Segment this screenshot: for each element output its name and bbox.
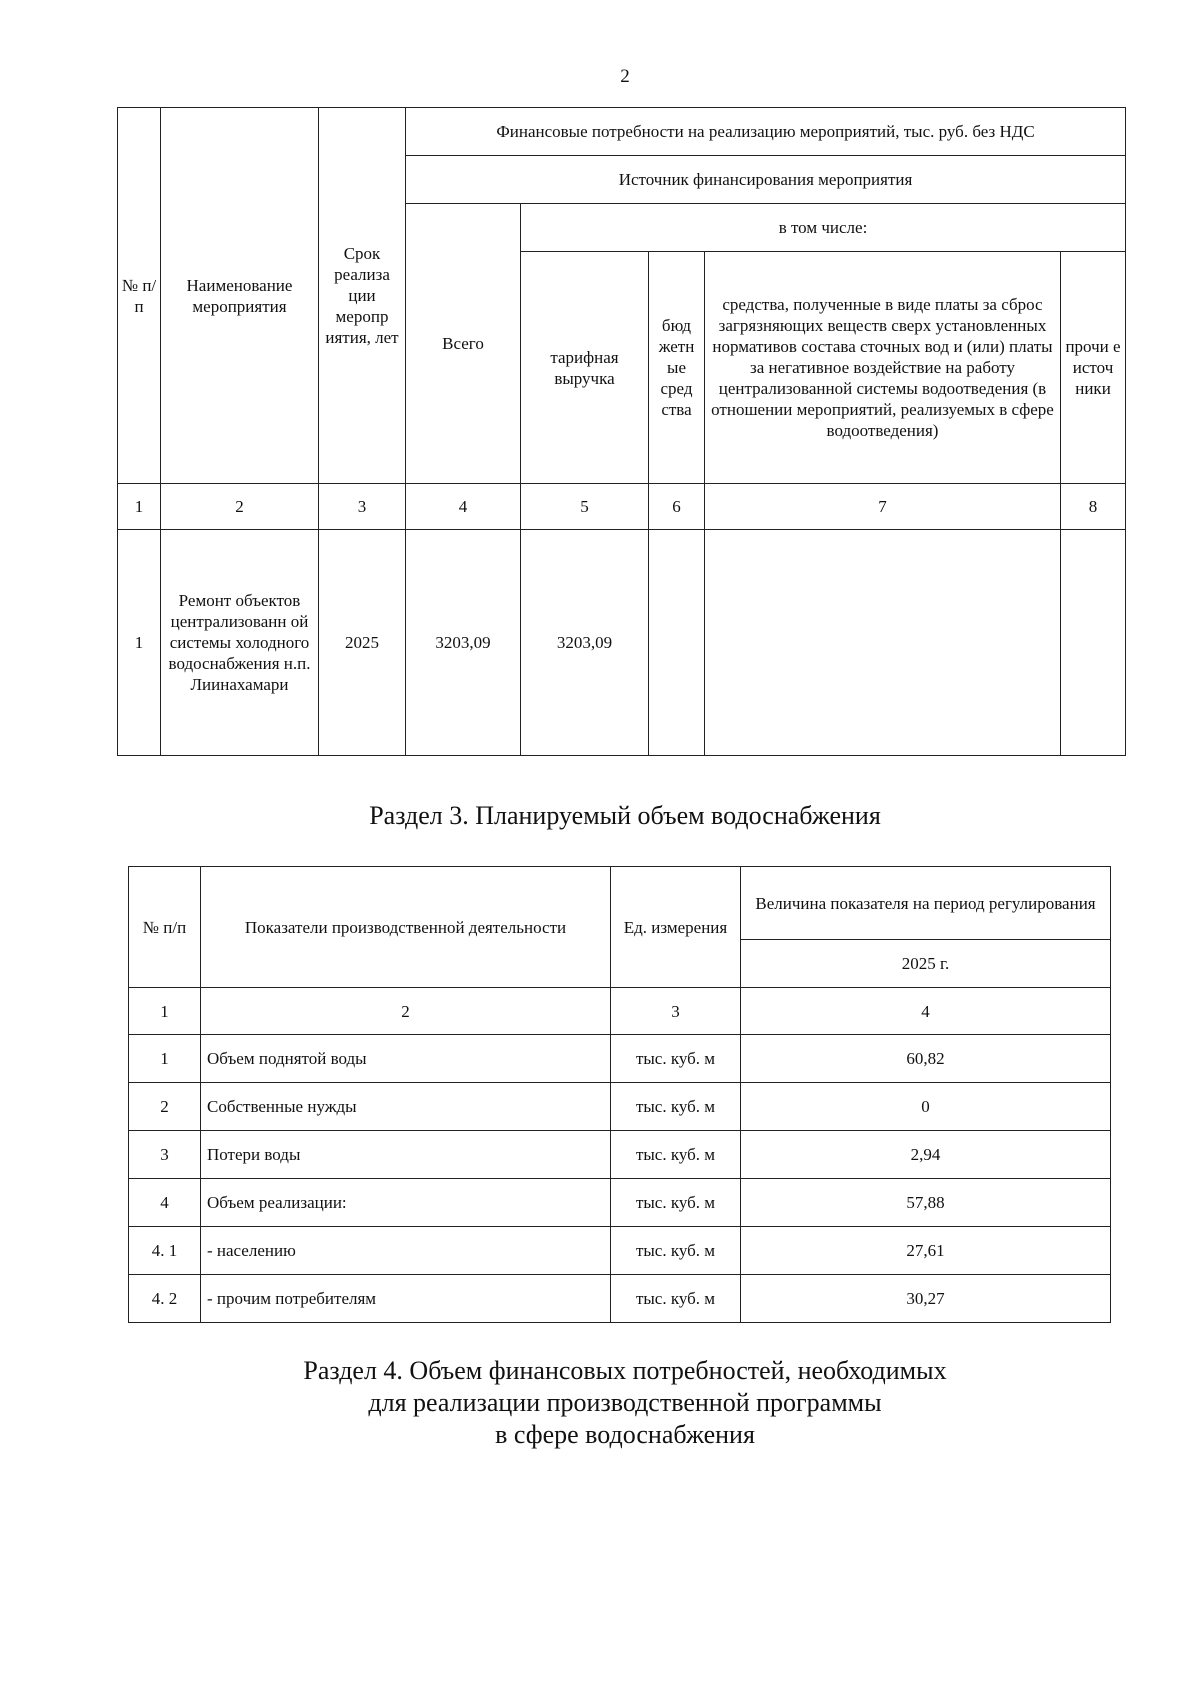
table-row bbox=[129, 1227, 1111, 1275]
row-name: Собственные нужды bbox=[201, 1083, 611, 1131]
page-number: 2 bbox=[620, 66, 630, 87]
row-name: Объем реализации: bbox=[201, 1179, 611, 1227]
section-4-title bbox=[0, 1355, 1200, 1451]
header-including: в том числе: bbox=[521, 204, 1126, 252]
header-num: № п/п bbox=[129, 867, 201, 988]
col-number: 3 bbox=[611, 988, 741, 1035]
header-total: Всего bbox=[406, 204, 521, 484]
row-name: Потери воды bbox=[201, 1131, 611, 1179]
row-num: 4. 1 bbox=[129, 1227, 201, 1275]
header-name: Наименование мероприятия bbox=[161, 108, 319, 484]
header-fees: средства, полученные в виде платы за сброс загрязняющих веществ сверх установленных нормативов состава сточных вод и (или) платы за негативное воздействие на работу централизованной системы водоотведения (в отношении мероприятий, реализуемых в сфере водоотведения) bbox=[705, 252, 1061, 484]
row-value: 27,61 bbox=[741, 1227, 1111, 1275]
section-4-title-line: в сфере водоснабжения bbox=[495, 1420, 755, 1449]
header-year: 2025 г. bbox=[741, 940, 1111, 988]
header-tariff: тарифная выручка bbox=[521, 252, 649, 484]
row-unit: тыс. куб. м bbox=[611, 1131, 741, 1179]
column-numbers-row bbox=[118, 484, 1126, 530]
header-term: Срок реализа ции меропр иятия, лет bbox=[319, 108, 406, 484]
row-num: 4 bbox=[129, 1179, 201, 1227]
col-number: 2 bbox=[201, 988, 611, 1035]
row-fees bbox=[705, 530, 1061, 756]
col-number: 4 bbox=[741, 988, 1111, 1035]
table-row bbox=[129, 1083, 1111, 1131]
row-name: - прочим потребителям bbox=[201, 1275, 611, 1323]
row-name: Ремонт объектов централизованн ой системы холодного водоснабжения н.п. Лиинахамари bbox=[161, 530, 319, 756]
table-row bbox=[129, 1131, 1111, 1179]
row-tariff: 3203,09 bbox=[521, 530, 649, 756]
row-total: 3203,09 bbox=[406, 530, 521, 756]
financial-needs-table bbox=[117, 107, 1126, 756]
section-4-title-line: для реализации производственной программы bbox=[368, 1388, 882, 1417]
row-value: 2,94 bbox=[741, 1131, 1111, 1179]
col-number: 7 bbox=[705, 484, 1061, 530]
col-number: 8 bbox=[1061, 484, 1126, 530]
row-name: - населению bbox=[201, 1227, 611, 1275]
table-row bbox=[129, 1179, 1111, 1227]
table-row bbox=[129, 1035, 1111, 1083]
row-budget bbox=[649, 530, 705, 756]
row-num: 2 bbox=[129, 1083, 201, 1131]
header-source: Источник финансирования мероприятия bbox=[406, 156, 1126, 204]
col-number: 3 bbox=[319, 484, 406, 530]
water-supply-volume-table bbox=[128, 866, 1111, 1323]
row-other bbox=[1061, 530, 1126, 756]
row-num: 3 bbox=[129, 1131, 201, 1179]
row-num: 4. 2 bbox=[129, 1275, 201, 1323]
col-number: 2 bbox=[161, 484, 319, 530]
row-value: 60,82 bbox=[741, 1035, 1111, 1083]
table-row bbox=[118, 530, 1126, 756]
row-unit: тыс. куб. м bbox=[611, 1227, 741, 1275]
header-budget: бюд жетн ые сред ства bbox=[649, 252, 705, 484]
header-fin-needs: Финансовые потребности на реализацию мероприятий, тыс. руб. без НДС bbox=[406, 108, 1126, 156]
row-value: 30,27 bbox=[741, 1275, 1111, 1323]
column-numbers-row bbox=[129, 988, 1111, 1035]
row-unit: тыс. куб. м bbox=[611, 1083, 741, 1131]
row-name: Объем поднятой воды bbox=[201, 1035, 611, 1083]
header-indicator: Показатели производственной деятельности bbox=[201, 867, 611, 988]
header-other: прочи е источ ники bbox=[1061, 252, 1126, 484]
row-unit: тыс. куб. м bbox=[611, 1179, 741, 1227]
row-num: 1 bbox=[118, 530, 161, 756]
col-number: 5 bbox=[521, 484, 649, 530]
col-number: 4 bbox=[406, 484, 521, 530]
row-num: 1 bbox=[129, 1035, 201, 1083]
header-value: Величина показателя на период регулирования bbox=[741, 867, 1111, 940]
header-num: № п/п bbox=[118, 108, 161, 484]
row-unit: тыс. куб. м bbox=[611, 1035, 741, 1083]
col-number: 1 bbox=[129, 988, 201, 1035]
col-number: 6 bbox=[649, 484, 705, 530]
section-3-title: Раздел 3. Планируемый объем водоснабжения bbox=[369, 801, 881, 830]
table-row bbox=[129, 1275, 1111, 1323]
header-unit: Ед. измерения bbox=[611, 867, 741, 988]
col-number: 1 bbox=[118, 484, 161, 530]
row-term: 2025 bbox=[319, 530, 406, 756]
row-value: 0 bbox=[741, 1083, 1111, 1131]
row-unit: тыс. куб. м bbox=[611, 1275, 741, 1323]
row-value: 57,88 bbox=[741, 1179, 1111, 1227]
section-4-title-line: Раздел 4. Объем финансовых потребностей, необходимых bbox=[303, 1356, 947, 1385]
